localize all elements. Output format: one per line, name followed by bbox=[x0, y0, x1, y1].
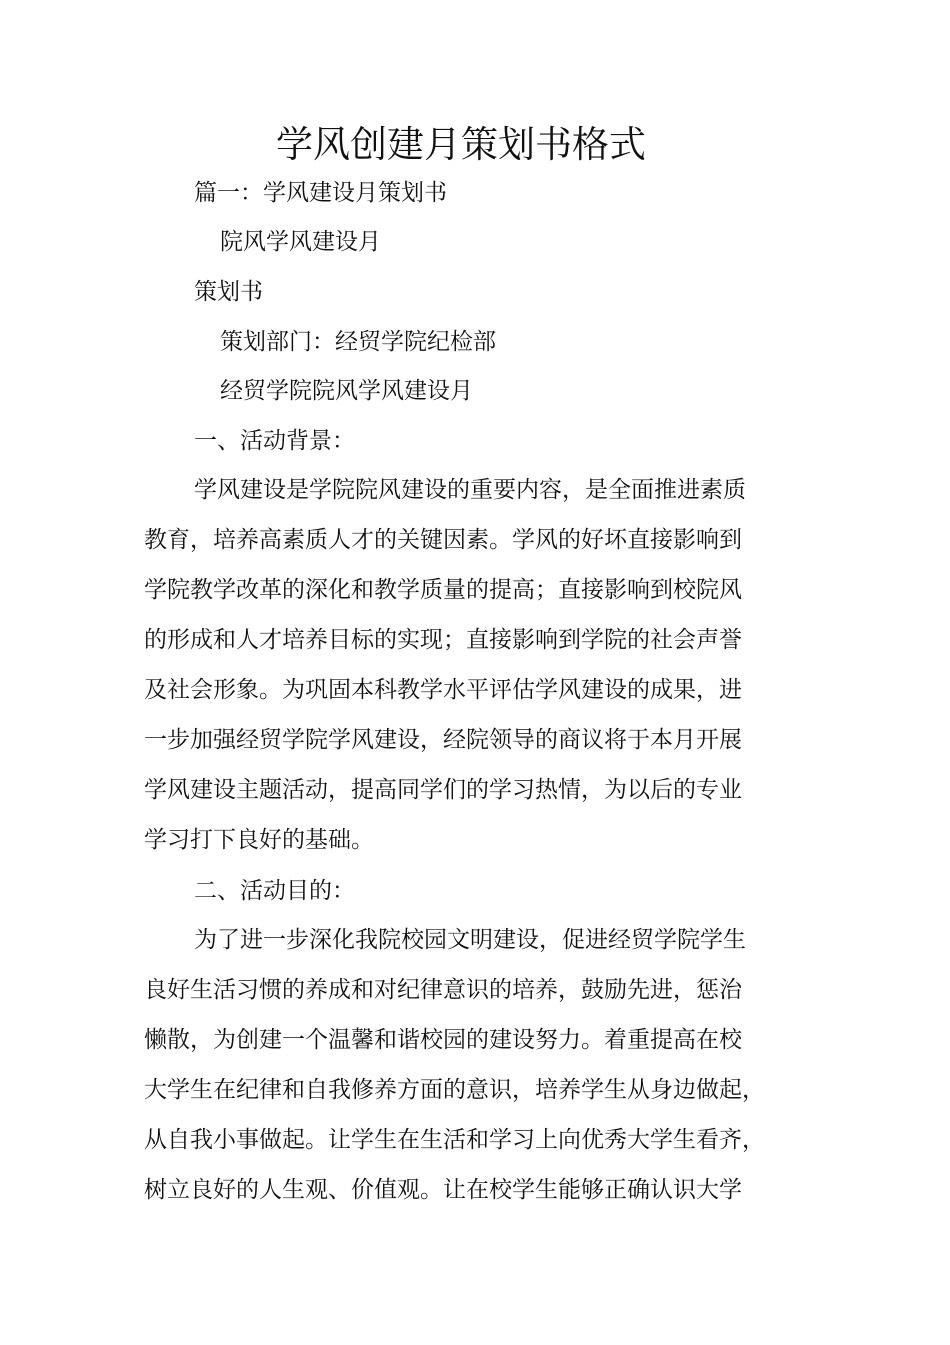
paragraph-line: 教育，培养高素质人才的关键因素。学风的好坏直接影响到 bbox=[144, 527, 742, 553]
paragraph-line: 为了进一步深化我院校园文明建设，促进经贸学院学生 bbox=[194, 927, 746, 953]
paragraph-line: 大学生在纪律和自我修养方面的意识，培养学生从身边做起， bbox=[144, 1077, 765, 1103]
paragraph-purpose bbox=[144, 915, 765, 1215]
paragraph-line: 的形成和人才培养目标的实现；直接影响到学院的社会声誉 bbox=[144, 627, 742, 653]
subtitle-line: 院风学风建设月 bbox=[220, 229, 381, 255]
paragraph-line: 学习打下良好的基础。 bbox=[144, 827, 374, 853]
paragraph-background bbox=[144, 465, 749, 865]
event-name-line: 经贸学院院风学风建设月 bbox=[220, 378, 473, 404]
plan-label: 策划书 bbox=[194, 279, 263, 305]
paragraph-line: 学风建设是学院院风建设的重要内容，是全面推进素质 bbox=[194, 477, 746, 503]
document-title: 学风创建月策划书格式 bbox=[276, 123, 646, 166]
paragraph-line: 学风建设主题活动，提高同学们的学习热情，为以后的专业 bbox=[144, 777, 742, 803]
paragraph-line: 树立良好的人生观、价值观。让在校学生能够正确认识大学 bbox=[144, 1177, 742, 1203]
chapter-heading: 篇一：学风建设月策划书 bbox=[194, 180, 447, 206]
paragraph-line: 良好生活习惯的养成和对纪律意识的培养，鼓励先进，惩治 bbox=[144, 977, 742, 1003]
paragraph-line: 懒散，为创建一个温馨和谐校园的建设努力。着重提高在校 bbox=[144, 1027, 742, 1053]
paragraph-line: 从自我小事做起。让学生在生活和学习上向优秀大学生看齐， bbox=[144, 1127, 765, 1153]
department-line: 策划部门：经贸学院纪检部 bbox=[220, 329, 496, 355]
paragraph-line: 及社会形象。为巩固本科教学水平评估学风建设的成果，进 bbox=[144, 677, 742, 703]
paragraph-line: 学院教学改革的深化和教学质量的提高；直接影响到校院风 bbox=[144, 577, 742, 603]
paragraph-line: 一步加强经贸学院学风建设，经院领导的商议将于本月开展 bbox=[144, 727, 742, 753]
section-heading-background: 一、活动背景： bbox=[194, 428, 355, 454]
section-heading-purpose: 二、活动目的： bbox=[194, 878, 355, 904]
